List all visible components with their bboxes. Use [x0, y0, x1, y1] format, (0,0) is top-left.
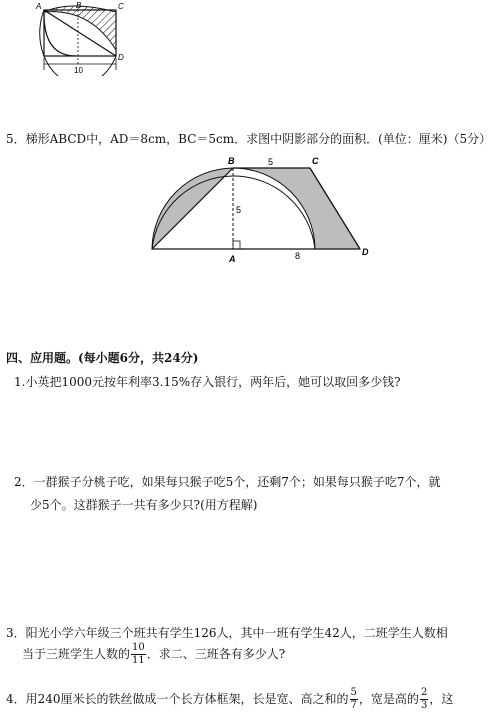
fig4-shaded-region: [44, 6, 116, 50]
problem-3-line-2: [22, 643, 285, 666]
problem-3-fraction: [131, 643, 146, 666]
problem-3-line-2-pre: 当于三班学生人数的: [22, 647, 131, 661]
fraction-denominator: 3: [420, 700, 428, 711]
problem-4-pre: 4．用240厘米长的铁丝做成一个长方体框架，长是宽、高之和的: [6, 692, 349, 706]
problem-4-fraction-2: [420, 688, 428, 711]
fig5-ad-length: 8: [295, 251, 301, 261]
problem-3-line-2-post: ．求二、三班各有多少人?: [146, 647, 286, 661]
problem-1: 1.小英把1000元按年利率3.15%存入银行，两年后，她可以取回多少钱?: [14, 375, 401, 389]
figure-5: [140, 150, 380, 266]
fig5-right-shaded: [233, 168, 360, 249]
fig5-label-b: B: [228, 156, 235, 166]
fig4-dimension: 10: [74, 66, 83, 75]
q5-text: 5．梯形ABCD中，AD＝8cm，BC＝5cm．求图中阴影部分的面积．(单位：厘米)（5分）: [6, 132, 492, 146]
problem-4: [6, 688, 453, 711]
problem-2-line-1: 2．一群猴子分桃子吃，如果每只猴子吃5个，还剩7个；如果每只猴子吃7个，就: [14, 475, 441, 489]
problem-4-mid: ，宽是高的: [358, 692, 419, 706]
problem-4-fraction-1: [350, 688, 358, 711]
fraction-denominator: 11: [132, 655, 145, 666]
fig4-label-c: C: [118, 2, 124, 11]
fig5-label-a: A: [229, 254, 236, 264]
fraction-denominator: 7: [350, 700, 357, 711]
fraction-numerator: 5: [350, 687, 357, 698]
problem-4-post: ，这: [429, 692, 454, 706]
fig5-label-c: C: [312, 156, 319, 166]
problem-3-line-1: 3．阳光小学六年级三个班共有学生126人，其中一班有学生42人，二班学生人数相: [6, 626, 448, 640]
fig4-label-a: A: [36, 2, 42, 11]
fraction-numerator: 10: [132, 642, 145, 653]
fig5-label-d: D: [362, 247, 369, 257]
problem-2-line-2: 少5个。这群猴子一共有多少只?(用方程解): [30, 498, 258, 512]
fig5-right-angle: [233, 241, 240, 249]
fig5-bc-length: 5: [268, 157, 274, 167]
fig5-ab-length: 5: [236, 205, 242, 215]
fig4-label-d: D: [118, 53, 124, 62]
figure-4: [30, 0, 140, 76]
section-title: 四、应用题。(每小题6分，共24分): [6, 351, 199, 365]
fig4-label-b: B: [76, 1, 82, 10]
fraction-numerator: 2: [420, 687, 428, 698]
